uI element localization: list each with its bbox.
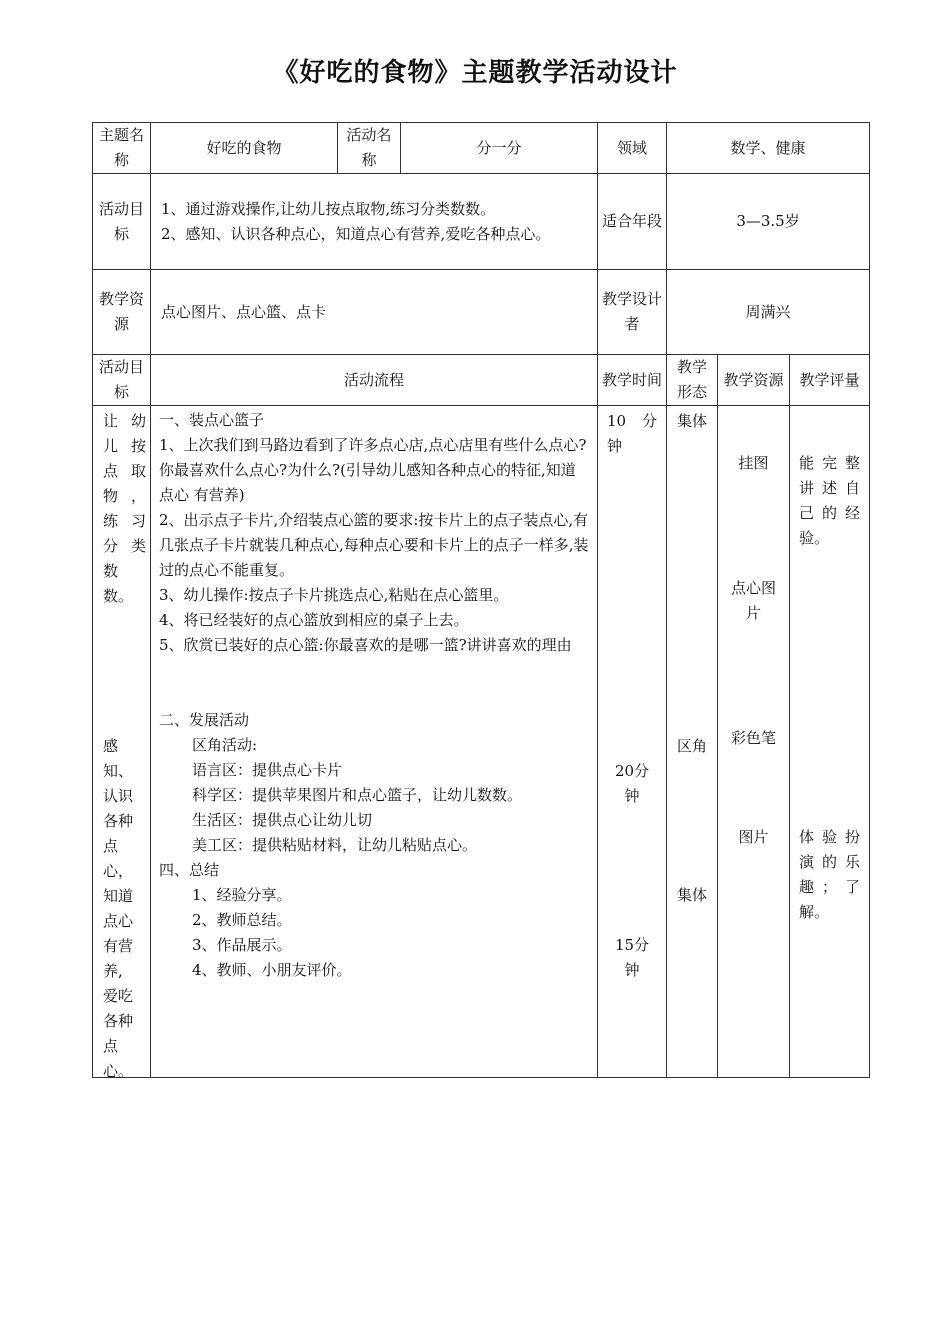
- time-2-unit: 钟: [624, 787, 640, 805]
- designer-value: 周满兴: [667, 270, 870, 355]
- goal-a-char: 分: [103, 537, 119, 555]
- body-time-cell: [598, 406, 667, 1078]
- activity-name-label: 活动名称: [338, 123, 401, 174]
- time-3-unit: 钟: [624, 961, 640, 979]
- goal-b-line: 感: [103, 737, 119, 755]
- section2-line: 美工区：提供粘贴材料，让幼儿粘贴点心。: [192, 836, 478, 854]
- evaluation-1: [799, 451, 860, 551]
- evaluation-2-line: 趣；了: [799, 878, 861, 896]
- goal-a-char: 类: [130, 537, 146, 555]
- goal-a: [103, 409, 146, 609]
- age-value: 3—3.5岁: [667, 174, 870, 270]
- section1-p5: 5、欣赏已装好的点心篮:你最喜欢的是哪一篮?讲讲喜欢的理由: [159, 636, 572, 654]
- section1-p3: 3、幼儿操作:按点子卡片挑选点心,粘贴在点心篮里。: [159, 586, 509, 604]
- activity-plan-table: [92, 122, 870, 1078]
- theme-name-value: 好吃的食物: [151, 123, 338, 174]
- goal-a-char: 儿: [103, 437, 119, 455]
- form-2: 区角: [676, 737, 707, 755]
- section2-line: 科学区：提供苹果图片和点心篮子，让幼儿数数。: [192, 786, 523, 804]
- resource-2-line: 片: [745, 604, 761, 622]
- domain-value: 数学、健康: [667, 123, 870, 174]
- goal-a-char: 幼: [130, 412, 146, 430]
- row-theme: [93, 123, 870, 174]
- section1-p1: 1、上次我们到马路边看到了许多点心店,点心店里有些什么点心?你最喜欢什么点心?为什么?(引导幼儿感知各种点心的特征,知道点心 有营养): [159, 436, 587, 504]
- section2-line: 区角活动:: [192, 736, 258, 754]
- row-body: [93, 406, 870, 1078]
- section1-p4: 4、将已经装好的点心篮放到相应的桌子上去。: [159, 611, 469, 629]
- evaluation-2-line: 解。: [799, 903, 830, 921]
- goal-b-line: 知道: [103, 887, 134, 905]
- goal-a-char: 点: [103, 462, 119, 480]
- goal-a-char: 让: [103, 412, 119, 430]
- goal-b-line: 点: [103, 837, 119, 855]
- resource-label: 教学资源: [93, 270, 151, 355]
- evaluation-1-line: 己的经: [799, 504, 861, 522]
- time-1: [607, 409, 657, 459]
- goal-a-char: 物: [103, 487, 119, 505]
- body-resource-cell: [718, 406, 790, 1078]
- goal-a-char: 按: [130, 437, 146, 455]
- goal-b-line: 知、: [103, 762, 134, 780]
- goal-text: [151, 174, 598, 270]
- evaluation-2-line: 演的乐: [799, 853, 861, 871]
- designer-label: 教学设计者: [598, 270, 667, 355]
- section3-heading: 四、总结: [159, 861, 220, 879]
- resource-1: 挂图: [738, 454, 769, 472]
- header-resource: 教学资源: [718, 355, 790, 406]
- goal-b-line: 养,: [103, 962, 123, 980]
- goal-label: 活动目标: [93, 174, 151, 270]
- time-3-number: 15分: [614, 936, 650, 954]
- evaluation-1-line: 讲述自: [799, 479, 861, 497]
- time-2-number: 20分: [614, 762, 650, 780]
- evaluation-1-line: 能完整: [799, 454, 861, 472]
- resource-4: 图片: [738, 828, 769, 846]
- resource-2-line: 点心图: [730, 579, 776, 597]
- goal-a-char: 习: [130, 512, 146, 530]
- section1-p2: 2、出示点子卡片,介绍装点心篮的要求:按卡片上的点子装点心,有几张点子卡片就装几种点心,每种点心要和卡片上的点子一样多,装过的点心不能重复。: [159, 511, 589, 579]
- time-1-number: 10: [607, 412, 627, 430]
- resource-2: [718, 576, 789, 626]
- header-time: 教学时间: [598, 355, 667, 406]
- goal-b-line: 心。: [103, 1062, 134, 1080]
- body-flow-cell: [151, 406, 598, 1078]
- header-form: 教学形态: [667, 355, 718, 406]
- section1-heading: 一、装点心篮子: [159, 411, 265, 429]
- goal-b: [103, 734, 150, 1084]
- goal-b-line: 有营: [103, 937, 134, 955]
- section2-line: 生活区：提供点心让幼儿切: [192, 811, 373, 829]
- goal-a-char: ，: [130, 487, 146, 505]
- section3-line: 4、教师、小朋友评价。: [192, 961, 352, 979]
- goal-b-line: 心，: [103, 862, 134, 880]
- goal-b-line: 爱吃: [103, 987, 134, 1005]
- goal-a-char: 数。: [103, 587, 134, 605]
- row-header: [93, 355, 870, 406]
- goal-a-char: 取: [130, 462, 146, 480]
- header-evaluation: 教学评量: [790, 355, 870, 406]
- time-1-unit2: 钟: [607, 437, 623, 455]
- section2-line: 语言区：提供点心卡片: [192, 761, 343, 779]
- header-flow: 活动流程: [151, 355, 598, 406]
- resource-value: 点心图片、点心篮、点卡: [151, 270, 598, 355]
- goal-a-char: 数: [103, 562, 119, 580]
- body-evaluation-cell: [790, 406, 870, 1078]
- goal-line: 1、通过游戏操作,让幼儿按点取物,练习分类数数。: [161, 199, 496, 218]
- body-goal-cell: [93, 406, 151, 1078]
- goal-b-line: 点心: [103, 912, 134, 930]
- time-3: [598, 933, 666, 983]
- time-1-unit: 分: [641, 412, 657, 430]
- row-goal: [93, 174, 870, 270]
- section3-line: 3、作品展示。: [192, 936, 292, 954]
- header-goal: 活动目标: [93, 355, 151, 406]
- theme-name-label: 主题名称: [93, 123, 151, 174]
- resource-3: 彩色笔: [730, 729, 776, 747]
- goal-b-line: 认识: [103, 787, 134, 805]
- activity-name-value: 分一分: [401, 123, 598, 174]
- goal-b-line: 各种: [103, 1012, 134, 1030]
- page-title: 《好吃的食物》主题教学活动设计: [272, 58, 678, 88]
- time-2: [598, 759, 666, 809]
- row-resource: [93, 270, 870, 355]
- goal-b-line: 点: [103, 1037, 119, 1055]
- evaluation-2-line: 体验扮: [799, 828, 861, 846]
- evaluation-2: [799, 825, 860, 925]
- age-label: 适合年段: [598, 174, 667, 270]
- section3-line: 2、教师总结。: [192, 911, 292, 929]
- body-form-cell: [667, 406, 718, 1078]
- form-3: 集体: [676, 886, 707, 904]
- goal-a-char: 练: [103, 512, 119, 530]
- form-1: 集体: [676, 412, 707, 430]
- evaluation-1-line: 验。: [799, 529, 830, 547]
- goal-b-line: 各种: [103, 812, 134, 830]
- domain-label: 领域: [598, 123, 667, 174]
- goal-line: 2、感知、认识各种点心，知道点心有营养,爱吃各种点心。: [161, 224, 551, 243]
- section2-heading: 二、发展活动: [159, 711, 250, 729]
- section3-line: 1、经验分享。: [192, 886, 292, 904]
